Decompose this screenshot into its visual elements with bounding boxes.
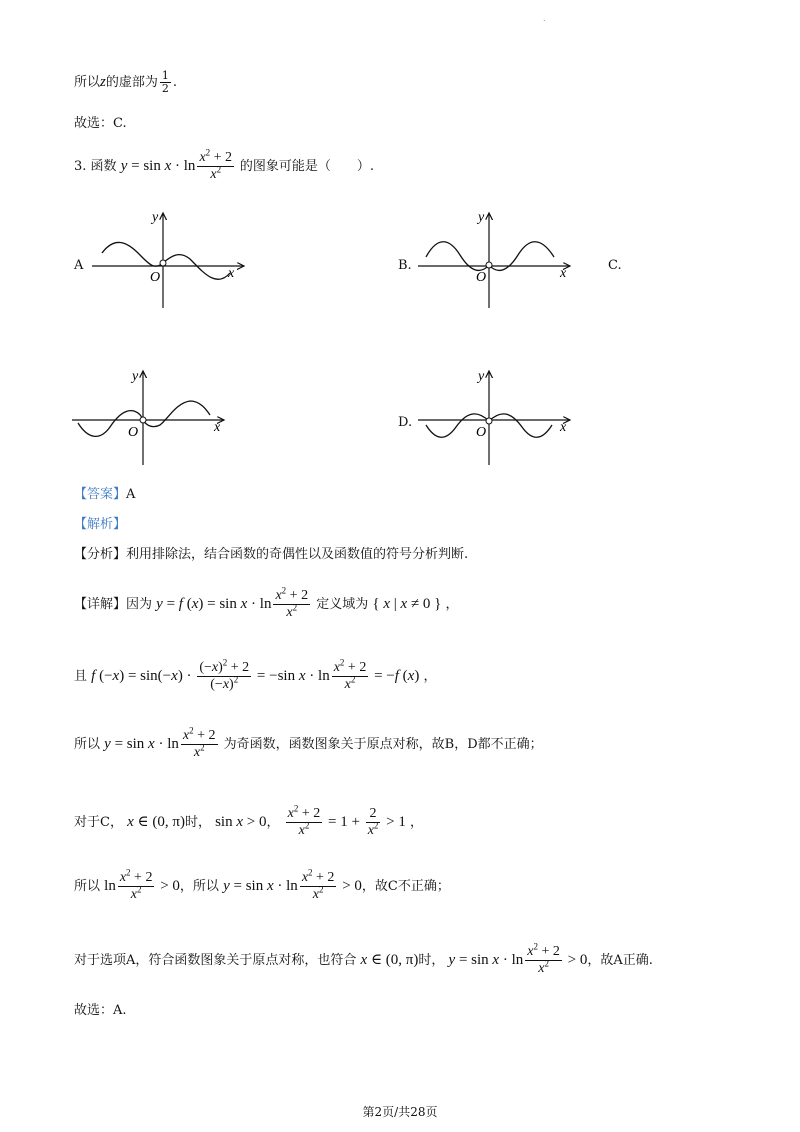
detail-tag: 【详解】因为 [74, 596, 153, 612]
formula: ln $\frac{x^2 + 2}{x^2}$ > 0 [104, 867, 180, 902]
formula: y = sin x · ln $\frac{x^2 + 2}{x^2}$ > 0 [223, 867, 362, 902]
formula: f (−x) = sin(−x) · $\frac{(-x)^2 + 2}{(-x)^2}$ = −sin x · ln $\frac{x^2 + 2}{x^2}$ = −f (x) [91, 657, 420, 692]
text: 时， [418, 952, 445, 968]
text: 为奇函数，函数图象关于原点对称，故B，D都不正确； [223, 736, 543, 752]
text: 对于C， [74, 814, 123, 830]
graph-option-b [418, 205, 578, 310]
text: 且 [74, 668, 88, 684]
text: . [172, 75, 178, 90]
graph-option-d [418, 365, 578, 470]
text: 函数 [90, 158, 117, 174]
detail-line-2: 且 f (−x) = sin(−x) · $\frac{(-x)^2 + 2}{(-x)^2}$ = −sin x · ln $\frac{x^2 + 2}{x^2}$ = −f (x) ， [74, 657, 437, 692]
previous-answer-line [74, 70, 177, 95]
detail-line-1: 【详解】因为 y = f (x) = sin x · ln $\frac{x^2 + 2}{x^2}$ 定义域为 { x | x ≠ 0 } ， [74, 585, 459, 620]
analysis-tag: 【解析】 [74, 517, 127, 532]
x-label: x [560, 420, 567, 435]
detail-line-5 [74, 867, 450, 903]
text: 的图象可能是（ ）. [239, 158, 374, 174]
text: 定义域为 [316, 596, 369, 612]
x-label: x [228, 266, 235, 281]
formula: x ∈ (0, π) [127, 813, 185, 830]
origin-label: O [476, 270, 487, 285]
formula: y = sin x · ln $\frac{x^2 + 2}{x^2}$ > 0 [448, 941, 588, 976]
y-label: y [132, 369, 139, 384]
text: 所以 [74, 736, 101, 752]
text: ，故C不正确； [361, 878, 450, 894]
fraction-half: $\frac{1}{2}$ [161, 69, 169, 95]
origin-hole [140, 417, 146, 423]
x-label: x [214, 420, 221, 435]
option-c-label: C. [608, 258, 622, 273]
graph-option-c [72, 365, 232, 470]
question-number: 3. [74, 158, 87, 174]
text: 所以 [74, 75, 101, 90]
graph-option-a [92, 205, 252, 310]
origin-hole [486, 262, 492, 268]
answer-value: A [126, 487, 136, 502]
question-line [74, 147, 374, 183]
curve [102, 242, 230, 279]
formula: x ∈ (0, π) [360, 951, 419, 968]
option-d-label: D. [398, 415, 413, 430]
domain-set: { x | x ≠ 0 } [372, 595, 442, 612]
answer-tag: 【答案】 [74, 487, 127, 502]
function-formula: y = sin x · ln $\frac{x^2 + 2}{x^2}$ [120, 147, 233, 182]
origin-label: O [476, 425, 487, 440]
origin-hole [486, 418, 492, 424]
origin-label: O [150, 270, 161, 285]
previous-choice: 故选：C. [74, 116, 127, 131]
formula: y = sin x · ln $\frac{x^2 + 2}{x^2}$ [104, 725, 216, 760]
detail-line-6 [74, 941, 653, 977]
origin-hole [160, 260, 166, 266]
final-choice: 故选：A. [74, 1003, 127, 1018]
text: ，故A正确. [587, 952, 653, 968]
option-a-label: A [74, 258, 84, 273]
detail-line-3 [74, 725, 543, 761]
formula: $\frac{x^2 + 2}{x^2}$ = 1 + $\frac{2}{x^2}$ > 1 [287, 803, 406, 838]
text: ，所以 [179, 878, 219, 894]
var-z: z [100, 74, 106, 90]
page-footer: 第2页/共28页 [362, 1105, 438, 1119]
detail-line-4: 对于C， x ∈ (0, π)时， sin x > 0， $\frac{x^2 + 2}{x^2}$ = 1 + $\frac{2}{x^2}$ > 1 ， [74, 803, 424, 838]
option-b-label: B. [398, 258, 412, 273]
origin-label: O [128, 425, 139, 440]
corner-dot: . [543, 14, 546, 23]
y-label: y [478, 369, 485, 384]
x-label: x [560, 266, 567, 281]
text: 的虚部为 [105, 75, 158, 90]
formula: y = f (x) = sin x · ln $\frac{x^2 + 2}{x^2}$ [156, 585, 309, 620]
formula: sin x > 0 [215, 813, 267, 830]
answer-line [74, 486, 135, 504]
text: 对于选项A，符合函数图象关于原点对称，也符合 [74, 952, 357, 968]
text: 时， [184, 814, 211, 830]
y-label: y [152, 210, 159, 225]
analysis-text: 【分析】利用排除法，结合函数的奇偶性以及函数值的符号分析判断. [74, 547, 469, 562]
y-label: y [478, 210, 485, 225]
text: 所以 [74, 878, 101, 894]
